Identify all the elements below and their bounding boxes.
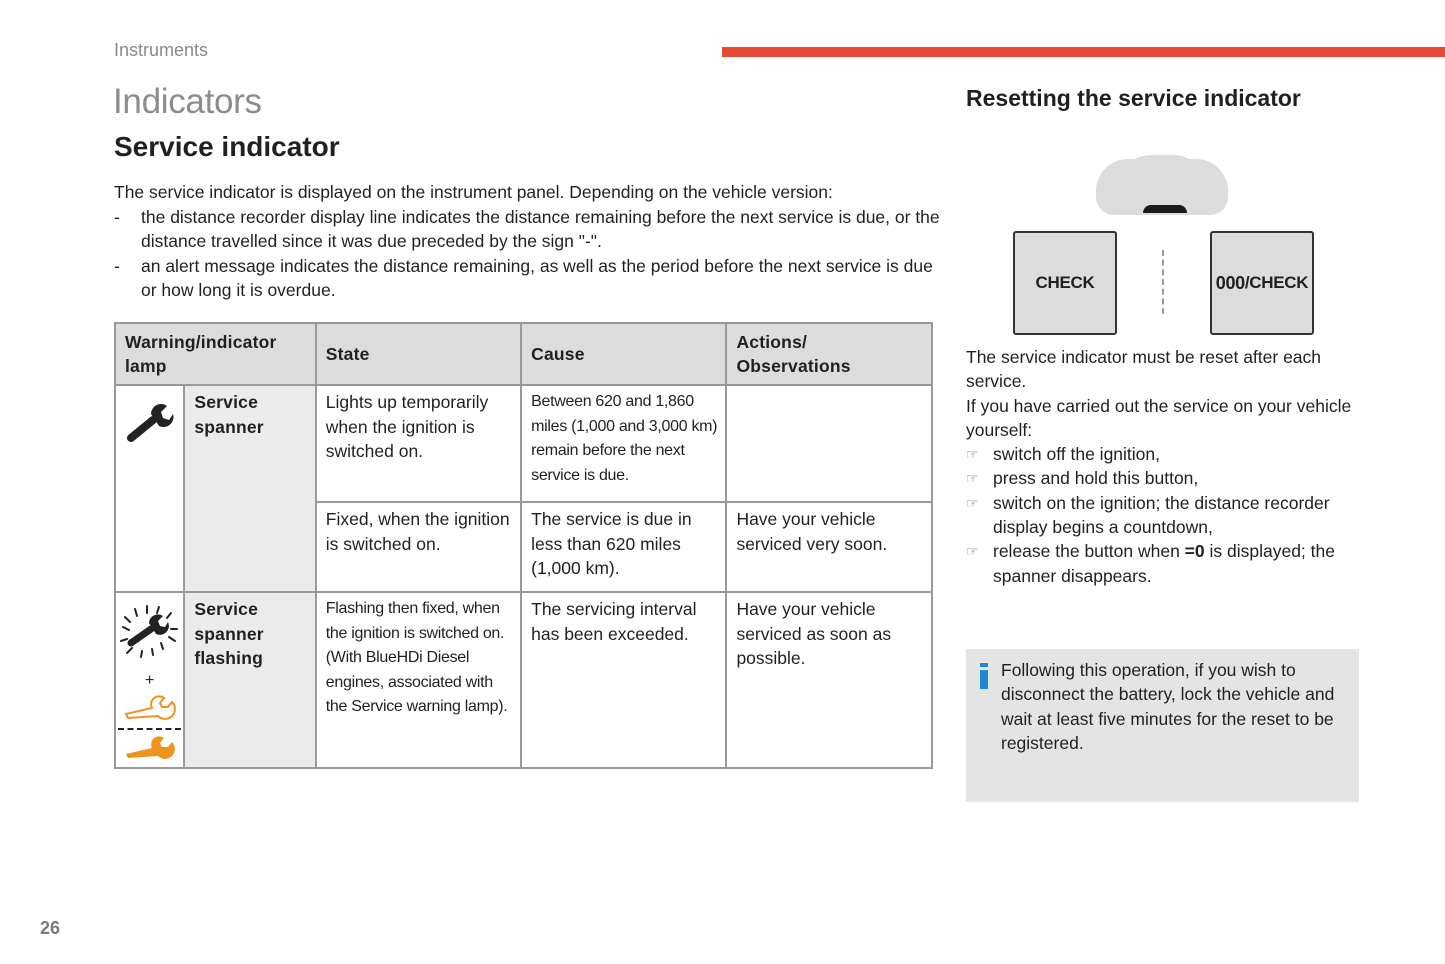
intro-bullet xyxy=(114,205,944,254)
pointing-hand-icon: ☞ xyxy=(966,494,979,511)
check-display-text: CHECK xyxy=(1035,273,1095,292)
bullet-text: an alert message indicates the distance remaining, as well as the period before the next service is due or how long it is overdue. xyxy=(141,255,933,300)
service-warning-filled-icon xyxy=(122,734,178,760)
flashing-spanner-icon xyxy=(117,603,183,665)
cause-cell: The servicing interval has been exceeded. xyxy=(521,592,726,768)
reset-paragraph: The service indicator must be reset after each service. xyxy=(966,347,1322,392)
indicator-table xyxy=(114,322,933,769)
chapter-title: Indicators xyxy=(113,82,262,121)
header-warning-lamp: Warning/indicator lamp xyxy=(115,323,316,385)
intro-paragraph: The service indicator is displayed on the instrument panel. Depending on the vehicle version: xyxy=(114,182,833,202)
reset-instructions xyxy=(966,345,1366,588)
car-bumper xyxy=(1143,205,1187,213)
step-item: ☞ release the button when =0 is displayed; the spanner disappears. xyxy=(966,541,1335,586)
dash-marker: - xyxy=(114,255,120,276)
header-actions: Actions/ Observations xyxy=(726,323,932,385)
info-text: Following this operation, if you wish to disconnect the battery, lock the vehicle and wait at least five minutes for the reset to be registered. xyxy=(1001,660,1335,753)
section-label: Instruments xyxy=(114,40,209,60)
step-item: ☞ press and hold this button, xyxy=(966,466,1366,490)
dashed-separator xyxy=(1162,250,1164,314)
bullet-text: the distance recorder display line indicates the distance remaining before the next service is due, or the distance travelled since it was due preceded by the sign "-". xyxy=(141,206,940,251)
pointing-hand-icon: ☞ xyxy=(966,446,979,463)
info-note xyxy=(966,649,1359,802)
reset-paragraph: If you have carried out the service on your vehicle yourself: xyxy=(966,395,1352,440)
action-cell: Have your vehicle serviced as soon as possible. xyxy=(726,592,932,768)
dashed-divider xyxy=(118,728,181,730)
intro-text xyxy=(114,180,944,303)
zero-value: =0 xyxy=(1184,541,1205,562)
header-state: State xyxy=(316,323,521,385)
state-cell: Lights up temporarily when the ignition is switched on. xyxy=(316,385,521,502)
check-display xyxy=(1013,231,1117,335)
step-item: ☞ switch off the ignition, xyxy=(966,442,1366,466)
cause-cell: Between 620 and 1,860 miles (1,000 and 3,000 km) remain before the next service is due. xyxy=(521,385,726,502)
lamp-icon-cell xyxy=(115,385,184,592)
plus-sign: + xyxy=(144,671,155,689)
reset-display-number: 000 xyxy=(1215,272,1245,293)
dash-marker: - xyxy=(114,206,120,227)
header-accent-bar xyxy=(722,47,1445,57)
service-warning-outline-icon xyxy=(122,694,178,720)
spanner-icon xyxy=(125,400,175,444)
page-number: 26 xyxy=(40,918,61,938)
action-cell xyxy=(726,385,932,502)
reset-steps xyxy=(966,442,1366,588)
intro-bullet xyxy=(114,254,944,303)
cause-cell: The service is due in less than 620 miles (1,000 km). xyxy=(521,502,726,592)
state-cell: Flashing then fixed, when the ignition is switched on. (With BlueHDi Diesel engines, associated with the Service warning lamp). xyxy=(316,592,521,768)
section-title: Service indicator xyxy=(114,131,340,162)
lamp-name: Service spanner flashing xyxy=(184,592,315,768)
reset-section-title: Resetting the service indicator xyxy=(966,85,1301,111)
action-cell: Have your vehicle serviced very soon. xyxy=(726,502,932,592)
table-header-row xyxy=(115,323,932,385)
reset-display-text: /CHECK xyxy=(1244,273,1309,292)
header-cause: Cause xyxy=(521,323,726,385)
table-row xyxy=(115,385,932,502)
lamp-name: Service spanner xyxy=(184,385,315,592)
pointing-hand-icon: ☞ xyxy=(966,470,979,487)
table-row xyxy=(115,592,932,768)
step-item: ☞ switch on the ignition; the distance recorder display begins a countdown, xyxy=(966,492,1330,538)
dashboard-illustration xyxy=(1010,155,1320,340)
pointing-hand-icon: ☞ xyxy=(966,543,979,560)
lamp-icon-cell xyxy=(115,592,184,768)
info-icon xyxy=(980,663,988,689)
state-cell: Fixed, when the ignition is switched on. xyxy=(316,502,521,592)
reset-check-display xyxy=(1210,231,1314,335)
